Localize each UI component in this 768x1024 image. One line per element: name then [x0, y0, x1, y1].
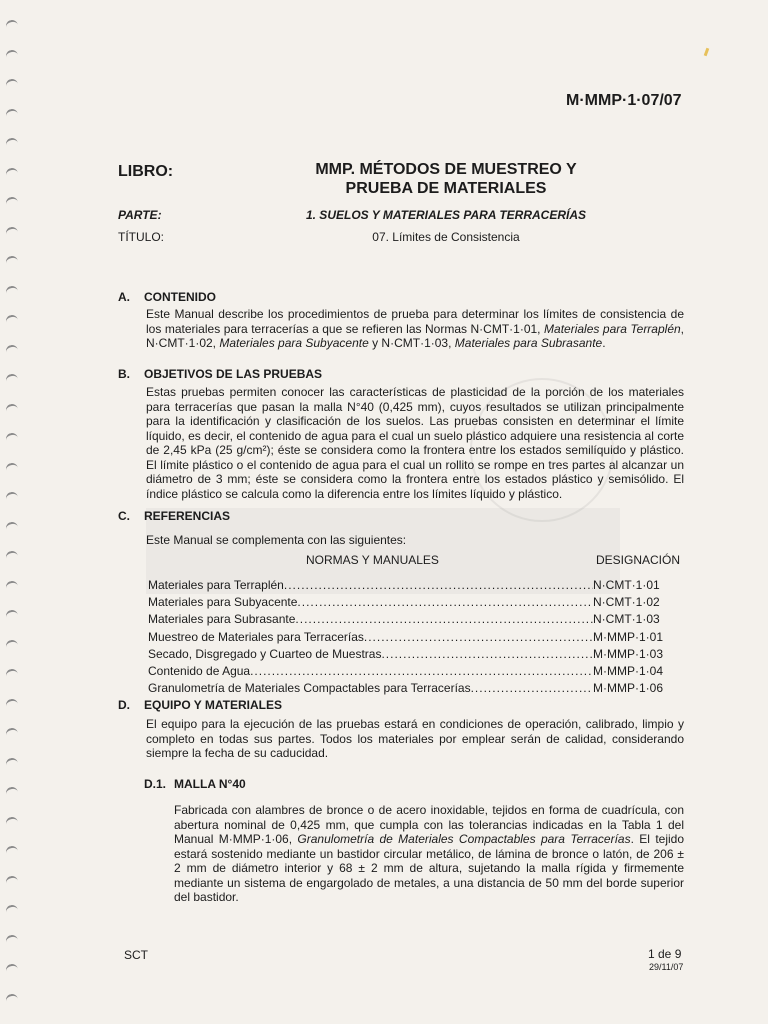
book-title [268, 160, 624, 198]
book-label: LIBRO: [118, 163, 174, 180]
section-d-heading [118, 698, 282, 712]
footer-org: SCT [124, 948, 148, 962]
section-title: REFERENCIAS [144, 509, 231, 523]
binding-ring [5, 255, 19, 269]
reference-row [148, 647, 681, 661]
binding-ring [5, 491, 19, 505]
book-title-line2: PRUEBA DE MATERIALES [345, 180, 547, 197]
section-letter: A. [118, 290, 130, 304]
binding-ring [5, 756, 19, 770]
part-label: PARTE: [118, 208, 162, 222]
section-title: CONTENIDO [144, 290, 216, 304]
book-title-line1: MMP. MÉTODOS DE MUESTREO Y [315, 161, 577, 178]
binding-ring [5, 992, 19, 1006]
reference-name: Materiales para Subyacente [148, 595, 298, 610]
reference-row [148, 612, 681, 626]
highlighter-mark [704, 48, 710, 57]
section-c-heading [118, 509, 230, 523]
binding-ring [5, 373, 19, 387]
reference-row [148, 664, 681, 678]
title-label: TÍTULO: [118, 230, 165, 244]
binding-ring [5, 550, 19, 564]
leader-dots [297, 595, 593, 609]
reference-row [148, 681, 681, 695]
section-b-heading [118, 367, 322, 381]
reference-row [148, 578, 681, 592]
subsection-d1-heading [144, 777, 246, 791]
binding-ring [5, 845, 19, 859]
references-col-right: DESIGNACIÓN [596, 553, 681, 567]
reference-name: Muestreo de Materiales para Terracerías [148, 629, 364, 644]
binding-ring [5, 668, 19, 682]
binding-ring [5, 48, 19, 62]
leader-dots [284, 578, 593, 592]
binding-ring [5, 314, 19, 328]
binding-ring [5, 963, 19, 977]
binding-ring [5, 461, 19, 475]
binding-ring [5, 638, 19, 652]
leader-dots [295, 612, 593, 626]
binding-ring [5, 196, 19, 210]
binding-ring [5, 933, 19, 947]
spiral-binding [2, 20, 22, 1010]
footer-date: 29/11/07 [649, 962, 684, 972]
section-letter: D. [118, 698, 130, 712]
section-title: EQUIPO Y MATERIALES [144, 698, 283, 712]
reference-name: Contenido de Agua [148, 664, 251, 678]
binding-ring [5, 579, 19, 593]
footer-page-number: 1 de 9 [648, 947, 682, 961]
title-value: 07. Límites de Consistencia [372, 230, 520, 244]
reference-code: M·MMP·1·06 [593, 681, 664, 696]
reference-name: Secado, Disgregado y Cuarteo de Muestras [148, 646, 382, 661]
reference-row [148, 595, 681, 609]
binding-ring [5, 225, 19, 239]
section-letter: B. [118, 367, 130, 381]
reference-code: M·MMP·1·01 [593, 629, 664, 644]
section-title: OBJETIVOS DE LAS PRUEBAS [144, 367, 323, 381]
binding-ring [5, 520, 19, 534]
binding-ring [5, 166, 19, 180]
binding-ring [5, 19, 19, 33]
binding-ring [5, 107, 19, 121]
reference-code: N·CMT·1·02 [593, 595, 660, 610]
binding-ring [5, 815, 19, 829]
reference-name: Granulometría de Materiales Compactables para Terracerías [148, 681, 471, 696]
references-col-left: NORMAS Y MANUALES [306, 553, 439, 567]
section-letter: C. [118, 509, 130, 523]
reference-name: Materiales para Subrasante [148, 612, 296, 627]
binding-ring [5, 432, 19, 446]
binding-ring [5, 697, 19, 711]
leader-dots [250, 664, 593, 678]
document-code: M·MMP·1·07/07 [566, 92, 682, 109]
part-value: 1. SUELOS Y MATERIALES PARA TERRACERÍAS [305, 208, 587, 222]
binding-ring [5, 402, 19, 416]
leader-dots [471, 681, 593, 695]
reference-code: M·MMP·1·03 [593, 646, 664, 661]
reference-code: M·MMP·1·04 [593, 664, 664, 678]
reference-code: N·CMT·1·01 [593, 578, 660, 592]
references-intro: Este Manual se complementa con las siguientes: [146, 533, 407, 547]
binding-ring [5, 904, 19, 918]
leader-dots [381, 647, 593, 661]
binding-ring [5, 874, 19, 888]
binding-ring [5, 786, 19, 800]
subsection-number: D.1. [144, 777, 167, 791]
binding-ring [5, 727, 19, 741]
section-a-heading [118, 290, 216, 304]
binding-ring [5, 343, 19, 357]
reference-row [148, 630, 681, 644]
section-a-text: Este Manual describe los procedimientos de prueba para determinar los límites de consistencia de los materiales para terracerías a que se refieren las Normas N·CMT·1·01, Materiales para Terraplén, N·CMT·1·02, Materiales para Subyacente y N·CMT·1·03, Materiales para Subrasante. [146, 307, 685, 350]
section-b-text: Estas pruebas permiten conocer las características de plasticidad de la porción de los materiales para terracerías que pasan la malla N°40 (0,425 mm), cuyos resultados se utilizan principalmente para la identificación y clasificación de los suelos. Las pruebas consisten en determinar el límite líquido, es decir, el contenido de agua para el cual un suelo plástico adquiere una resistencia al corte de 2,45 kPa (25 g/cm²); éste se considera como la frontera entre los estados semilíquido y plástico. El límite plástico o el contenido de agua para el cual un rollito se rompe en tres partes al alcanzar un diámetro de 3 mm; éste se considera como la frontera entre los estados plástico y semisólido. El índice plástico se calcula como la diferencia entre los límites líquido y plástico. [146, 385, 684, 501]
subsection-title: MALLA N°40 [174, 777, 246, 791]
subsection-d1-text: Fabricada con alambres de bronce o de acero inoxidable, tejidos en forma de cuadrícula, con abertura nominal de 0,425 mm, que cumpla con las tolerancias indicadas en la Tabla 1 del Manual M·MMP·1·06, Granulometría de Materiales Compactables para Terracerías. El tejido estará sostenido mediante un bastidor circular metálico, de lámina de bronce o latón, de 206 ± 2 mm de diámetro interior y 68 ± 2 mm de altura, sujetando la malla rígida y firmemente mediante un sistema de engargolado de metales, a una distancia de 50 mm del borde superior del bastidor. [174, 803, 685, 904]
binding-ring [5, 137, 19, 151]
binding-ring [5, 78, 19, 92]
reference-name: Materiales para Terraplén [148, 578, 284, 592]
binding-ring [5, 284, 19, 298]
leader-dots [364, 630, 593, 644]
binding-ring [5, 609, 19, 623]
reference-code: N·CMT·1·03 [593, 612, 660, 627]
section-d-text: El equipo para la ejecución de las pruebas estará en condiciones de operación, calibrado, limpio y completo en todas sus partes. Todos los materiales por emplear serán de calidad, considerando siempre la fecha de su caducidad. [146, 717, 684, 760]
